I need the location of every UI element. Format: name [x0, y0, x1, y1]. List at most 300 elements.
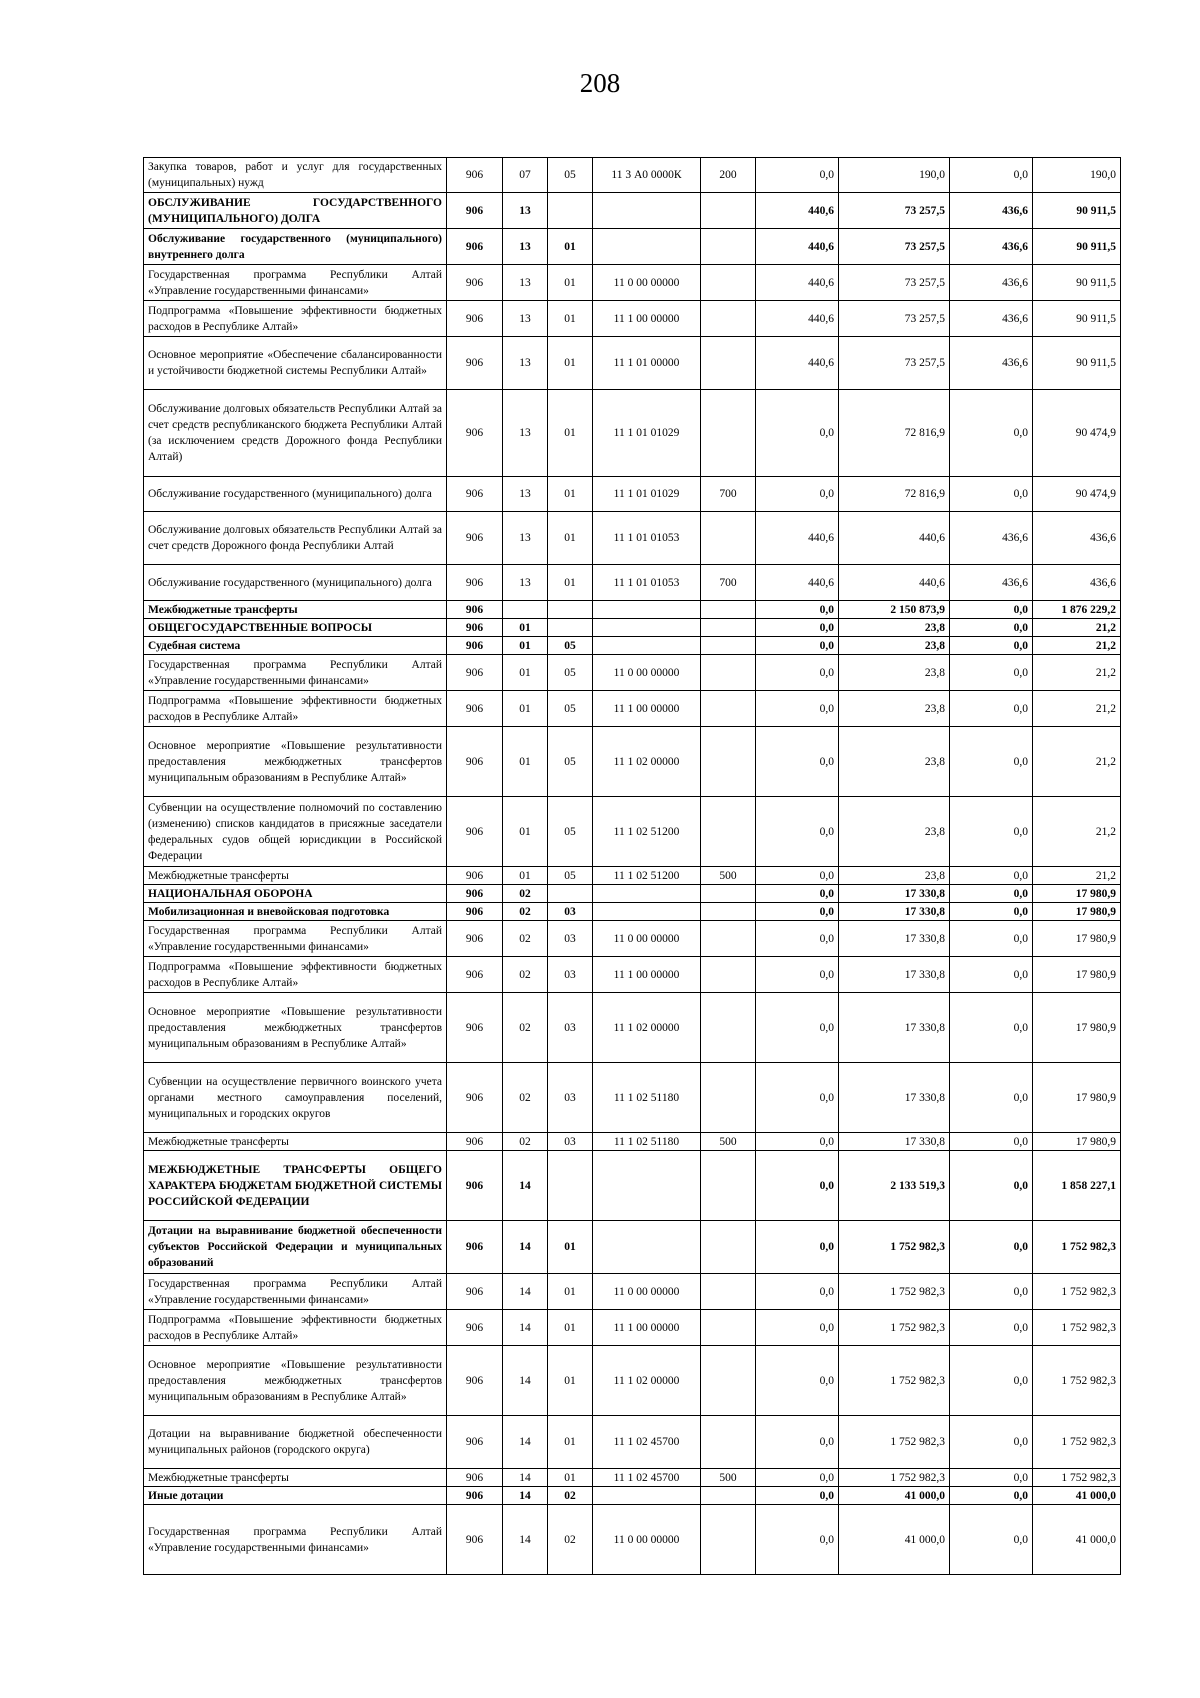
cell-section-code — [503, 601, 548, 619]
cell-amount-4: 436,6 — [1033, 565, 1121, 601]
cell-expense-type-code — [701, 390, 756, 477]
cell-row-name: Закупка товаров, работ и услуг для государственных (муниципальных) нужд — [144, 158, 447, 193]
cell-section-code: 02 — [503, 903, 548, 921]
cell-subsection-code: 01 — [548, 1221, 593, 1274]
cell-section-code: 01 — [503, 691, 548, 727]
cell-row-name: Государственная программа Республики Алтай «Управление государственными финансами» — [144, 655, 447, 691]
cell-subsection-code: 01 — [548, 1274, 593, 1310]
cell-section-code: 13 — [503, 193, 548, 229]
cell-expense-type-code — [701, 1487, 756, 1505]
cell-amount-3: 0,0 — [950, 1151, 1033, 1221]
cell-expense-type-code — [701, 957, 756, 993]
cell-amount-3: 0,0 — [950, 993, 1033, 1063]
cell-expense-type-code — [701, 1063, 756, 1133]
cell-amount-2: 41 000,0 — [839, 1487, 950, 1505]
cell-amount-1: 0,0 — [756, 158, 839, 193]
cell-section-code: 14 — [503, 1505, 548, 1575]
cell-target-article-code: 11 1 01 01029 — [593, 390, 701, 477]
cell-amount-3: 0,0 — [950, 1133, 1033, 1151]
cell-subsection-code: 01 — [548, 301, 593, 337]
table-row — [144, 637, 1121, 655]
cell-amount-3: 436,6 — [950, 229, 1033, 265]
cell-grbs-code: 906 — [447, 193, 503, 229]
cell-amount-1: 0,0 — [756, 637, 839, 655]
cell-amount-3: 436,6 — [950, 193, 1033, 229]
cell-amount-3: 0,0 — [950, 655, 1033, 691]
cell-amount-1: 0,0 — [756, 797, 839, 867]
cell-row-name: Основное мероприятие «Повышение результативности предоставления межбюджетных трансфертов муниципальным образованиям в Республике Алтай» — [144, 1346, 447, 1416]
cell-row-name: Основное мероприятие «Обеспечение сбалансированности и устойчивости бюджетной системы Республики Алтай» — [144, 337, 447, 390]
cell-amount-4: 90 911,5 — [1033, 229, 1121, 265]
cell-section-code: 14 — [503, 1151, 548, 1221]
cell-section-code: 14 — [503, 1469, 548, 1487]
cell-expense-type-code — [701, 1505, 756, 1575]
cell-grbs-code: 906 — [447, 1416, 503, 1469]
cell-amount-3: 0,0 — [950, 601, 1033, 619]
cell-amount-2: 17 330,8 — [839, 921, 950, 957]
cell-section-code: 02 — [503, 957, 548, 993]
cell-amount-4: 41 000,0 — [1033, 1487, 1121, 1505]
cell-row-name: Обслуживание государственного (муниципального) долга — [144, 477, 447, 512]
cell-amount-2: 17 330,8 — [839, 903, 950, 921]
cell-amount-1: 0,0 — [756, 903, 839, 921]
cell-amount-2: 440,6 — [839, 565, 950, 601]
cell-amount-2: 2 150 873,9 — [839, 601, 950, 619]
cell-target-article-code: 11 0 00 00000 — [593, 655, 701, 691]
cell-amount-1: 440,6 — [756, 512, 839, 565]
cell-expense-type-code — [701, 229, 756, 265]
cell-grbs-code: 906 — [447, 1310, 503, 1346]
cell-amount-3: 0,0 — [950, 390, 1033, 477]
cell-expense-type-code — [701, 1151, 756, 1221]
cell-expense-type-code — [701, 512, 756, 565]
cell-row-name: Межбюджетные трансферты — [144, 1469, 447, 1487]
cell-subsection-code: 01 — [548, 565, 593, 601]
cell-expense-type-code — [701, 301, 756, 337]
cell-amount-2: 1 752 982,3 — [839, 1310, 950, 1346]
table-row — [144, 158, 1121, 193]
cell-amount-1: 440,6 — [756, 565, 839, 601]
cell-target-article-code — [593, 1151, 701, 1221]
cell-target-article-code — [593, 229, 701, 265]
cell-subsection-code: 01 — [548, 477, 593, 512]
table-row — [144, 885, 1121, 903]
cell-amount-2: 41 000,0 — [839, 1505, 950, 1575]
cell-amount-1: 0,0 — [756, 1469, 839, 1487]
cell-amount-4: 190,0 — [1033, 158, 1121, 193]
cell-row-name: Субвенции на осуществление первичного воинского учета органами местного самоуправления поселений, муниципальных и городских округов — [144, 1063, 447, 1133]
cell-subsection-code: 05 — [548, 727, 593, 797]
cell-row-name: Дотации на выравнивание бюджетной обеспеченности субъектов Российской Федерации и муниципальных образований — [144, 1221, 447, 1274]
cell-grbs-code: 906 — [447, 301, 503, 337]
table-row — [144, 1346, 1121, 1416]
table-row — [144, 867, 1121, 885]
cell-grbs-code: 906 — [447, 655, 503, 691]
table-row — [144, 619, 1121, 637]
cell-expense-type-code — [701, 337, 756, 390]
cell-subsection-code — [548, 885, 593, 903]
cell-row-name: Подпрограмма «Повышение эффективности бюджетных расходов в Республике Алтай» — [144, 957, 447, 993]
cell-amount-2: 23,8 — [839, 797, 950, 867]
cell-expense-type-code — [701, 265, 756, 301]
cell-amount-1: 0,0 — [756, 1416, 839, 1469]
table-row — [144, 797, 1121, 867]
cell-expense-type-code — [701, 193, 756, 229]
table-row — [144, 727, 1121, 797]
cell-amount-1: 0,0 — [756, 691, 839, 727]
table-row — [144, 921, 1121, 957]
cell-amount-2: 23,8 — [839, 691, 950, 727]
cell-amount-1: 0,0 — [756, 477, 839, 512]
cell-row-name: Мобилизационная и вневойсковая подготовка — [144, 903, 447, 921]
cell-amount-1: 0,0 — [756, 390, 839, 477]
cell-target-article-code: 11 0 00 00000 — [593, 1274, 701, 1310]
cell-amount-1: 0,0 — [756, 993, 839, 1063]
cell-grbs-code: 906 — [447, 512, 503, 565]
cell-section-code: 13 — [503, 512, 548, 565]
cell-row-name: Государственная программа Республики Алтай «Управление государственными финансами» — [144, 1505, 447, 1575]
cell-grbs-code: 906 — [447, 565, 503, 601]
cell-amount-2: 23,8 — [839, 619, 950, 637]
cell-amount-3: 0,0 — [950, 477, 1033, 512]
cell-amount-2: 1 752 982,3 — [839, 1346, 950, 1416]
cell-amount-2: 73 257,5 — [839, 229, 950, 265]
cell-grbs-code: 906 — [447, 265, 503, 301]
cell-row-name: Субвенции на осуществление полномочий по составлению (изменению) списков кандидатов в присяжные заседатели федеральных судов общей юрисдикции в Российской Федерации — [144, 797, 447, 867]
cell-amount-4: 21,2 — [1033, 655, 1121, 691]
cell-subsection-code: 05 — [548, 797, 593, 867]
cell-grbs-code: 906 — [447, 1487, 503, 1505]
cell-target-article-code: 11 0 00 00000 — [593, 265, 701, 301]
cell-amount-2: 23,8 — [839, 655, 950, 691]
table-row — [144, 655, 1121, 691]
cell-target-article-code: 11 1 02 51200 — [593, 867, 701, 885]
cell-subsection-code: 01 — [548, 1416, 593, 1469]
cell-target-article-code: 11 1 01 00000 — [593, 337, 701, 390]
cell-amount-2: 73 257,5 — [839, 301, 950, 337]
cell-subsection-code: 01 — [548, 1469, 593, 1487]
cell-amount-4: 17 980,9 — [1033, 885, 1121, 903]
cell-grbs-code: 906 — [447, 691, 503, 727]
cell-target-article-code: 11 1 02 00000 — [593, 993, 701, 1063]
table-row — [144, 512, 1121, 565]
cell-subsection-code: 01 — [548, 265, 593, 301]
cell-expense-type-code — [701, 1274, 756, 1310]
cell-amount-2: 17 330,8 — [839, 993, 950, 1063]
cell-grbs-code: 906 — [447, 1346, 503, 1416]
cell-amount-4: 90 911,5 — [1033, 265, 1121, 301]
cell-row-name: ОБСЛУЖИВАНИЕ ГОСУДАРСТВЕННОГО (МУНИЦИПАЛЬНОГО) ДОЛГА — [144, 193, 447, 229]
cell-grbs-code: 906 — [447, 727, 503, 797]
cell-grbs-code: 906 — [447, 477, 503, 512]
cell-amount-4: 21,2 — [1033, 619, 1121, 637]
cell-amount-3: 0,0 — [950, 727, 1033, 797]
cell-expense-type-code: 500 — [701, 867, 756, 885]
cell-amount-3: 436,6 — [950, 565, 1033, 601]
table-row — [144, 565, 1121, 601]
cell-target-article-code: 11 1 01 01053 — [593, 565, 701, 601]
table-row — [144, 229, 1121, 265]
cell-row-name: Подпрограмма «Повышение эффективности бюджетных расходов в Республике Алтай» — [144, 691, 447, 727]
cell-amount-4: 90 911,5 — [1033, 193, 1121, 229]
table-row — [144, 1469, 1121, 1487]
cell-grbs-code: 906 — [447, 601, 503, 619]
cell-amount-4: 21,2 — [1033, 797, 1121, 867]
cell-subsection-code — [548, 1151, 593, 1221]
cell-grbs-code: 906 — [447, 337, 503, 390]
cell-target-article-code — [593, 885, 701, 903]
cell-grbs-code: 906 — [447, 885, 503, 903]
cell-amount-2: 1 752 982,3 — [839, 1469, 950, 1487]
cell-row-name: Основное мероприятие «Повышение результативности предоставления межбюджетных трансфертов муниципальным образованиям в Республике Алтай» — [144, 727, 447, 797]
cell-amount-3: 0,0 — [950, 1063, 1033, 1133]
cell-subsection-code: 03 — [548, 1133, 593, 1151]
table-row — [144, 903, 1121, 921]
cell-target-article-code: 11 1 00 00000 — [593, 691, 701, 727]
cell-amount-1: 0,0 — [756, 601, 839, 619]
cell-amount-1: 0,0 — [756, 1133, 839, 1151]
cell-target-article-code: 11 1 01 01029 — [593, 477, 701, 512]
cell-amount-2: 73 257,5 — [839, 265, 950, 301]
cell-amount-4: 90 474,9 — [1033, 477, 1121, 512]
cell-section-code: 13 — [503, 229, 548, 265]
table-row — [144, 337, 1121, 390]
cell-row-name: Обслуживание долговых обязательств Республики Алтай за счет средств республиканского бюджета Республики Алтай (за исключением средств Дорожного фонда Республики Алтай) — [144, 390, 447, 477]
table-row — [144, 477, 1121, 512]
cell-expense-type-code — [701, 619, 756, 637]
cell-target-article-code: 11 1 00 00000 — [593, 957, 701, 993]
cell-amount-1: 0,0 — [756, 885, 839, 903]
cell-amount-1: 0,0 — [756, 1063, 839, 1133]
cell-target-article-code: 11 1 02 51180 — [593, 1133, 701, 1151]
cell-amount-4: 1 752 982,3 — [1033, 1469, 1121, 1487]
cell-amount-2: 17 330,8 — [839, 1063, 950, 1133]
cell-section-code: 02 — [503, 921, 548, 957]
cell-subsection-code — [548, 619, 593, 637]
cell-amount-4: 17 980,9 — [1033, 1133, 1121, 1151]
table-row — [144, 1063, 1121, 1133]
cell-section-code: 01 — [503, 727, 548, 797]
cell-amount-2: 23,8 — [839, 637, 950, 655]
cell-amount-2: 23,8 — [839, 727, 950, 797]
cell-target-article-code: 11 1 02 51180 — [593, 1063, 701, 1133]
cell-subsection-code: 05 — [548, 655, 593, 691]
table-row — [144, 1133, 1121, 1151]
cell-expense-type-code: 200 — [701, 158, 756, 193]
cell-expense-type-code — [701, 637, 756, 655]
cell-amount-3: 0,0 — [950, 903, 1033, 921]
cell-section-code: 13 — [503, 565, 548, 601]
cell-amount-1: 440,6 — [756, 301, 839, 337]
cell-expense-type-code — [701, 727, 756, 797]
table-row — [144, 265, 1121, 301]
cell-section-code: 01 — [503, 655, 548, 691]
cell-amount-4: 436,6 — [1033, 512, 1121, 565]
cell-amount-1: 0,0 — [756, 1274, 839, 1310]
cell-amount-2: 73 257,5 — [839, 337, 950, 390]
cell-row-name: Судебная система — [144, 637, 447, 655]
cell-amount-1: 0,0 — [756, 1505, 839, 1575]
cell-amount-2: 17 330,8 — [839, 957, 950, 993]
cell-subsection-code: 01 — [548, 337, 593, 390]
cell-target-article-code — [593, 1487, 701, 1505]
cell-target-article-code: 11 1 02 00000 — [593, 727, 701, 797]
cell-row-name: Иные дотации — [144, 1487, 447, 1505]
cell-amount-4: 1 752 982,3 — [1033, 1274, 1121, 1310]
cell-amount-4: 17 980,9 — [1033, 1063, 1121, 1133]
cell-amount-1: 0,0 — [756, 1310, 839, 1346]
cell-amount-3: 0,0 — [950, 921, 1033, 957]
cell-expense-type-code — [701, 691, 756, 727]
cell-section-code: 14 — [503, 1487, 548, 1505]
cell-amount-3: 436,6 — [950, 265, 1033, 301]
cell-grbs-code: 906 — [447, 993, 503, 1063]
cell-section-code: 13 — [503, 265, 548, 301]
cell-expense-type-code: 700 — [701, 477, 756, 512]
cell-amount-4: 17 980,9 — [1033, 921, 1121, 957]
cell-row-name: Подпрограмма «Повышение эффективности бюджетных расходов в Республике Алтай» — [144, 1310, 447, 1346]
cell-amount-4: 1 876 229,2 — [1033, 601, 1121, 619]
cell-target-article-code — [593, 193, 701, 229]
table-body — [144, 158, 1121, 1575]
cell-grbs-code: 906 — [447, 903, 503, 921]
cell-amount-4: 21,2 — [1033, 637, 1121, 655]
cell-subsection-code: 03 — [548, 993, 593, 1063]
cell-expense-type-code — [701, 1416, 756, 1469]
cell-amount-3: 0,0 — [950, 885, 1033, 903]
cell-row-name: Дотации на выравнивание бюджетной обеспеченности муниципальных районов (городского округа) — [144, 1416, 447, 1469]
cell-amount-1: 0,0 — [756, 1346, 839, 1416]
cell-amount-4: 17 980,9 — [1033, 957, 1121, 993]
cell-row-name: Государственная программа Республики Алтай «Управление государственными финансами» — [144, 265, 447, 301]
cell-section-code: 14 — [503, 1416, 548, 1469]
cell-section-code: 13 — [503, 477, 548, 512]
cell-amount-1: 0,0 — [756, 655, 839, 691]
cell-subsection-code: 03 — [548, 921, 593, 957]
cell-expense-type-code: 500 — [701, 1133, 756, 1151]
cell-grbs-code: 906 — [447, 229, 503, 265]
table-row — [144, 193, 1121, 229]
cell-grbs-code: 906 — [447, 1151, 503, 1221]
cell-expense-type-code — [701, 903, 756, 921]
cell-target-article-code — [593, 903, 701, 921]
cell-target-article-code: 11 1 02 45700 — [593, 1416, 701, 1469]
cell-expense-type-code — [701, 1346, 756, 1416]
cell-amount-3: 0,0 — [950, 867, 1033, 885]
cell-subsection-code: 05 — [548, 867, 593, 885]
cell-target-article-code: 11 0 00 00000 — [593, 1505, 701, 1575]
cell-amount-4: 41 000,0 — [1033, 1505, 1121, 1575]
cell-amount-4: 1 752 982,3 — [1033, 1221, 1121, 1274]
cell-section-code: 02 — [503, 1063, 548, 1133]
cell-amount-2: 72 816,9 — [839, 477, 950, 512]
cell-amount-2: 1 752 982,3 — [839, 1416, 950, 1469]
cell-expense-type-code: 500 — [701, 1469, 756, 1487]
cell-amount-3: 0,0 — [950, 957, 1033, 993]
cell-subsection-code: 03 — [548, 1063, 593, 1133]
cell-row-name: Межбюджетные трансферты — [144, 1133, 447, 1151]
cell-grbs-code: 906 — [447, 637, 503, 655]
cell-amount-4: 17 980,9 — [1033, 993, 1121, 1063]
cell-subsection-code: 01 — [548, 229, 593, 265]
cell-target-article-code: 11 1 01 01053 — [593, 512, 701, 565]
cell-expense-type-code — [701, 993, 756, 1063]
cell-grbs-code: 906 — [447, 921, 503, 957]
table-row — [144, 390, 1121, 477]
cell-amount-1: 0,0 — [756, 619, 839, 637]
cell-target-article-code: 11 3 А0 0000К — [593, 158, 701, 193]
cell-amount-1: 440,6 — [756, 229, 839, 265]
cell-row-name: Обслуживание государственного (муниципального) долга — [144, 565, 447, 601]
cell-target-article-code: 11 1 02 51200 — [593, 797, 701, 867]
cell-expense-type-code — [701, 797, 756, 867]
cell-grbs-code: 906 — [447, 619, 503, 637]
cell-subsection-code: 02 — [548, 1487, 593, 1505]
cell-row-name: НАЦИОНАЛЬНАЯ ОБОРОНА — [144, 885, 447, 903]
cell-amount-2: 17 330,8 — [839, 885, 950, 903]
cell-row-name: Государственная программа Республики Алтай «Управление государственными финансами» — [144, 921, 447, 957]
cell-amount-2: 1 752 982,3 — [839, 1221, 950, 1274]
cell-expense-type-code — [701, 655, 756, 691]
cell-target-article-code: 11 1 00 00000 — [593, 1310, 701, 1346]
cell-amount-1: 0,0 — [756, 1221, 839, 1274]
cell-section-code: 01 — [503, 797, 548, 867]
cell-row-name: Обслуживание государственного (муниципального) внутреннего долга — [144, 229, 447, 265]
cell-subsection-code: 03 — [548, 957, 593, 993]
cell-expense-type-code — [701, 885, 756, 903]
cell-row-name: ОБЩЕГОСУДАРСТВЕННЫЕ ВОПРОСЫ — [144, 619, 447, 637]
cell-expense-type-code — [701, 1310, 756, 1346]
cell-grbs-code: 906 — [447, 1133, 503, 1151]
cell-amount-4: 1 752 982,3 — [1033, 1346, 1121, 1416]
cell-expense-type-code — [701, 921, 756, 957]
cell-row-name: Государственная программа Республики Алтай «Управление государственными финансами» — [144, 1274, 447, 1310]
cell-expense-type-code — [701, 1221, 756, 1274]
cell-amount-4: 1 858 227,1 — [1033, 1151, 1121, 1221]
cell-subsection-code: 03 — [548, 903, 593, 921]
cell-subsection-code: 05 — [548, 158, 593, 193]
cell-amount-2: 2 133 519,3 — [839, 1151, 950, 1221]
cell-grbs-code: 906 — [447, 1221, 503, 1274]
cell-amount-3: 0,0 — [950, 637, 1033, 655]
cell-amount-1: 0,0 — [756, 921, 839, 957]
cell-amount-1: 0,0 — [756, 1151, 839, 1221]
cell-amount-4: 90 911,5 — [1033, 337, 1121, 390]
cell-subsection-code: 02 — [548, 1505, 593, 1575]
table-row — [144, 601, 1121, 619]
cell-subsection-code: 01 — [548, 512, 593, 565]
cell-section-code: 02 — [503, 885, 548, 903]
cell-amount-2: 1 752 982,3 — [839, 1274, 950, 1310]
cell-amount-1: 440,6 — [756, 265, 839, 301]
cell-amount-3: 0,0 — [950, 158, 1033, 193]
table-row — [144, 993, 1121, 1063]
cell-subsection-code: 05 — [548, 691, 593, 727]
table-row — [144, 1505, 1121, 1575]
cell-amount-2: 440,6 — [839, 512, 950, 565]
cell-amount-1: 0,0 — [756, 727, 839, 797]
page-number: 208 — [579, 68, 621, 98]
cell-amount-3: 436,6 — [950, 337, 1033, 390]
table-row — [144, 1310, 1121, 1346]
cell-amount-3: 0,0 — [950, 1505, 1033, 1575]
cell-amount-4: 21,2 — [1033, 727, 1121, 797]
table-row — [144, 301, 1121, 337]
cell-amount-1: 0,0 — [756, 1487, 839, 1505]
cell-amount-3: 0,0 — [950, 691, 1033, 727]
cell-amount-1: 440,6 — [756, 193, 839, 229]
cell-row-name: Основное мероприятие «Повышение результативности предоставления межбюджетных трансфертов муниципальным образованиям в Республике Алтай» — [144, 993, 447, 1063]
